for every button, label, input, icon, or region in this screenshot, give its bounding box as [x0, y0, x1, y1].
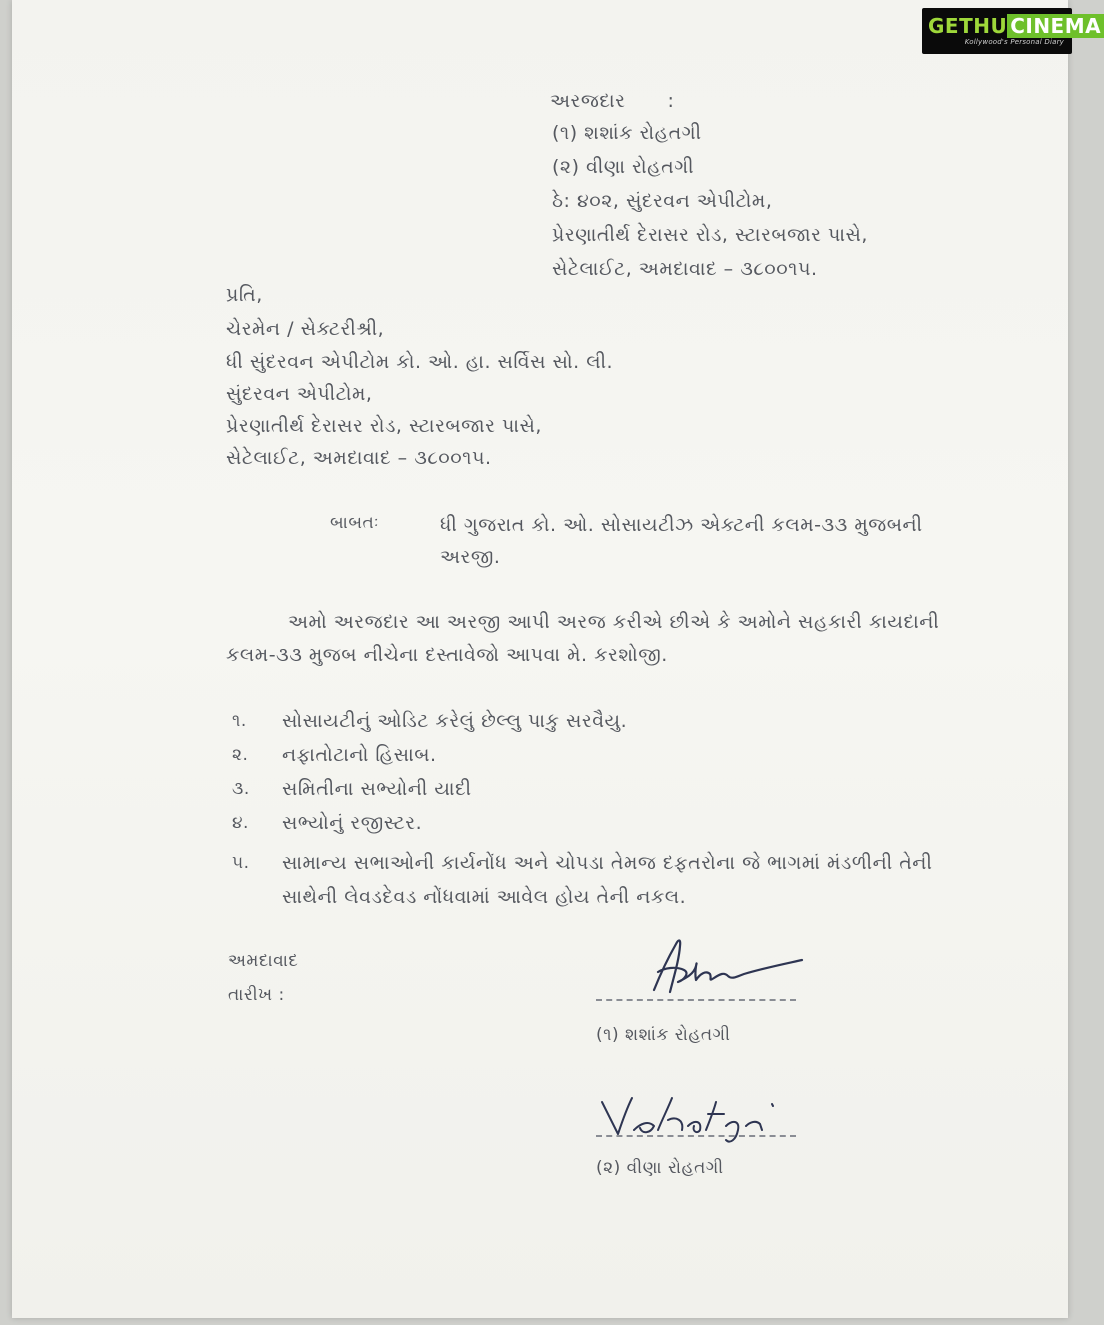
list-item-text: સોસાયટીનું ઓડિટ કરેલું છેલ્લુ પાકુ સરવૈયુ.	[282, 710, 628, 732]
watermark-brand-part1: GETHU	[928, 14, 1008, 38]
signature-2-line	[596, 1135, 796, 1137]
list-item-text: નફાતોટાનો હિસાબ.	[282, 744, 437, 766]
applicant-address-3: સેટેલાઈટ, અમદાવાદ – ૩૮૦૦૧૫.	[552, 258, 818, 280]
signature-1-name: (૧) શશાંક રોહતગી	[596, 1025, 731, 1045]
recipient-line-2: ધી સુંદરવન એપીટોમ કો. ઓ. હા. સર્વિસ સો. લી.	[226, 351, 614, 373]
list-item-number: ૨.	[232, 745, 249, 765]
applicant-address-1: ઠે: ૪૦૨, સુંદરવન એપીટોમ,	[552, 190, 773, 212]
list-item-number: ૫.	[232, 853, 250, 873]
list-item-text: સમિતીના સભ્યોની યાદી	[282, 778, 472, 800]
footer-place: અમદાવાદ	[228, 951, 299, 971]
list-item-number: ૪.	[232, 813, 249, 833]
signature-1-handwritten	[624, 930, 814, 1005]
watermark-logo	[922, 8, 1102, 54]
recipient-line-3: સુંદરવન એપીટોમ,	[226, 383, 373, 405]
body-line-1: અમો અરજદાર આ અરજી આપી અરજ કરીએ છીએ કે અમોને સહકારી કાયદાની	[288, 611, 940, 633]
recipient-line-5: સેટેલાઈટ, અમદાવાદ – ૩૮૦૦૧૫.	[226, 447, 492, 469]
applicant-person-2: (૨) વીણા રોહતગી	[552, 156, 695, 178]
list-item-number: ૧.	[232, 711, 247, 731]
footer-date-label: તારીખ :	[228, 985, 285, 1005]
subject-line-1: ધી ગુજરાત કો. ઓ. સોસાયટીઝ એક્ટની કલમ-૩૩ મુજબની	[440, 514, 923, 536]
list-item-text: સામાન્ય સભાઓની કાર્યનોંધ અને ચોપડા તેમજ દફતરોના જે ભાગમાં મંડળીની તેની	[282, 852, 933, 874]
recipient-line-1: ચેરમેન / સેક્ટરીશ્રી,	[226, 318, 385, 340]
list-item-text-continued: સાથેની લેવડદેવડ નોંધવામાં આવેલ હોય તેની નકલ.	[282, 886, 687, 908]
watermark-brand-part2: CINEMA	[1007, 14, 1104, 38]
watermark-tagline: Kollywood's Personal Diary	[964, 38, 1064, 46]
body-line-2: કલમ-૩૩ મુજબ નીચેના દસ્તાવેજો આપવા મે. કરશોજી.	[226, 644, 668, 666]
signature-2-name: (૨) વીણા રોહતગી	[596, 1158, 724, 1178]
signature-1-line	[596, 999, 796, 1001]
recipient-prati: પ્રતિ,	[226, 284, 263, 306]
document-page	[12, 0, 1068, 1318]
list-item-number: ૩.	[232, 779, 250, 799]
applicant-address-2: પ્રેરણાતીર્થ દેરાસર રોડ, સ્ટારબજાર પાસે,	[552, 224, 868, 246]
applicant-person-1: (૧) શશાંક રોહતગી	[552, 122, 702, 144]
applicant-label: અરજદાર :	[550, 90, 675, 112]
signature-2-handwritten	[596, 1090, 806, 1146]
recipient-line-4: પ્રેરણાતીર્થ દેરાસર રોડ, સ્ટારબજાર પાસે,	[226, 415, 542, 437]
subject-line-2: અરજી.	[440, 546, 501, 568]
list-item-text: સભ્યોનું રજીસ્ટર.	[282, 812, 423, 834]
subject-label: બાબતઃ	[330, 513, 380, 533]
watermark-brand	[928, 12, 1104, 40]
